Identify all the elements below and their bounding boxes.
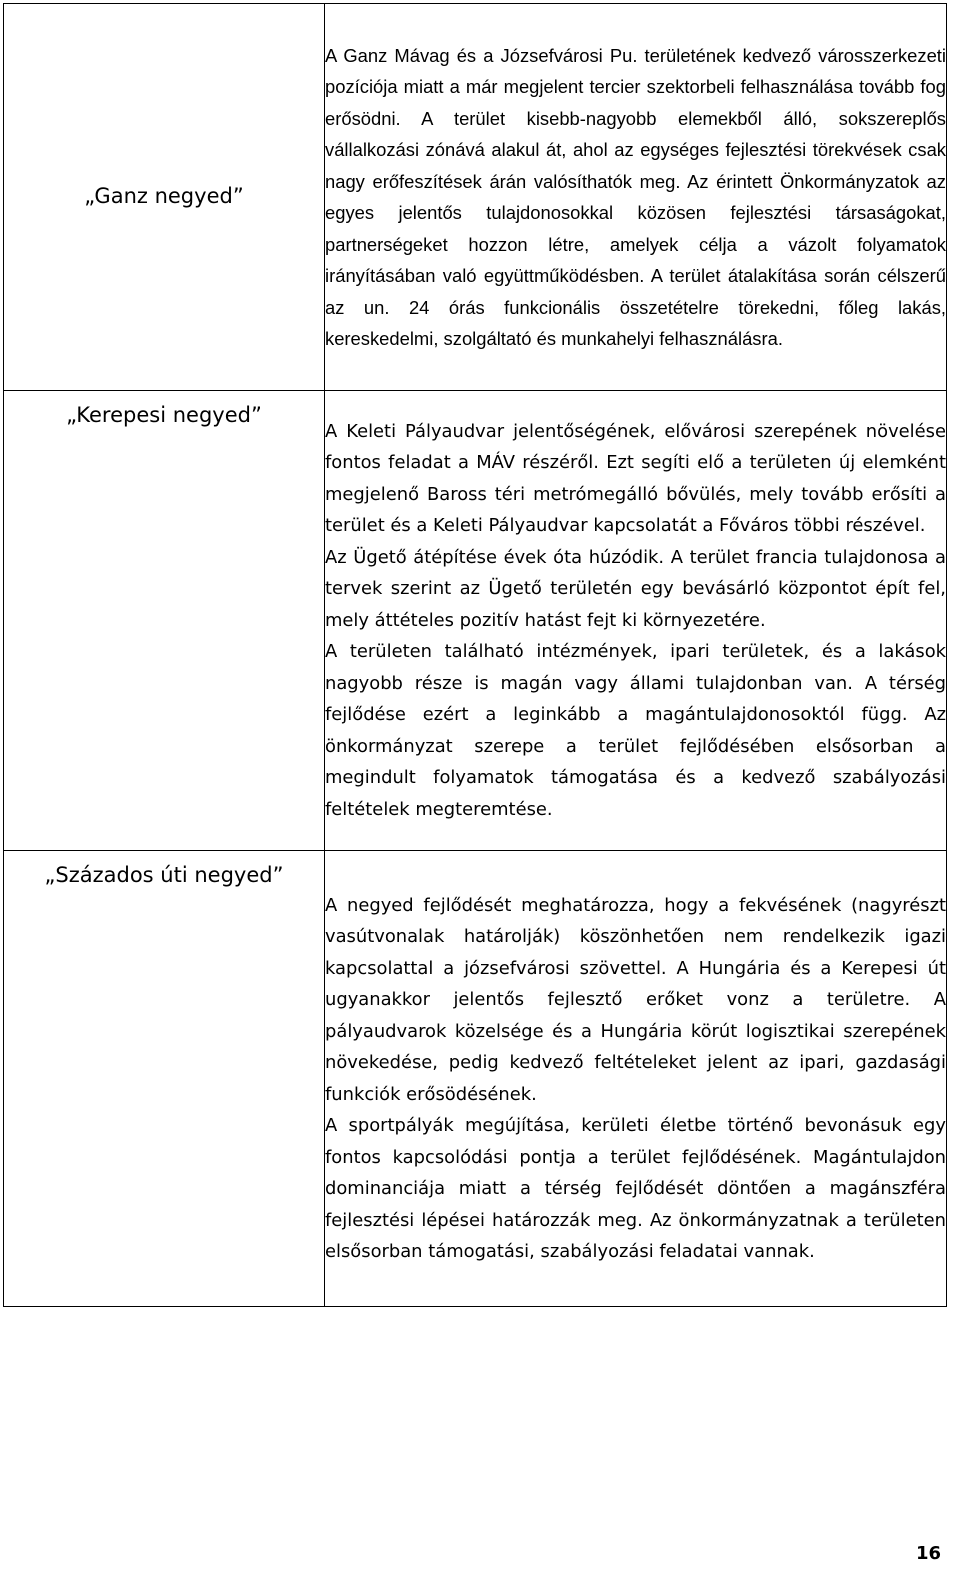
paragraph: A területen található intézmények, ipari területek, és a lakások nagyobb része is magán vagy állami tulajdonban van. A térség fejlődése ezért a leginkább a magántulajdonosoktól függ. Az önkormányzat szerepe a terület fejlődésében elsősorban a megindult folyamatok támogatása és a kedvező szabályozási feltételek megteremtése.	[325, 641, 946, 820]
district-label-kerepesi: „Kerepesi negyed”	[4, 391, 325, 851]
paragraph: A Ganz Mávag és a Józsefvárosi Pu. területének kedvező városszerkezeti pozíciója miatt a már megjelent tercier szektorbeli felhasználása tovább fog erősödni. A terület kisebb-nagyobb elemekből álló, sokszereplős vállalkozási zónává alakul át, ahol az egységes fejlesztési törekvések csak nagy erőfeszítések árán valósíthatók meg. Az érintett Önkormányzatok az egyes jelentős tulajdonosokkal közösen fejlesztési társaságokat, partnerségeket hozzon létre, amelyek célja a vázolt folyamatok irányításában való együttműködésben. A terület átalakítása során célszerű az un. 24 órás funkcionális összetételre törekedni, főleg lakás, kereskedelmi, szolgáltató és munkahelyi felhasználásra.	[325, 44, 946, 349]
table-row	[4, 4, 947, 391]
district-description-szazados	[325, 851, 947, 1307]
paragraph: A sportpályák megújítása, kerületi életbe történő bevonásuk egy fontos kapcsolódási pontja a terület fejlődésének. Magántulajdon dominanciája miatt a térség fejlődését döntően a magánszféra fejlesztési lépései határozzák meg. Az önkormányzatnak a területen elsősorban támogatási, szabályozási feladatai vannak.	[325, 1115, 946, 1262]
district-description-ganz	[325, 4, 947, 391]
district-description-kerepesi	[325, 391, 947, 851]
paragraph: A Keleti Pályaudvar jelentőségének, elővárosi szerepének növelése fontos feladat a MÁV részéről. Ezt segíti elő a területen új elemként megjelenő Baross téri metrómegálló bővülés, mely tovább erősíti a terület és a Keleti Pályaudvar kapcsolatát a Főváros többi részével.	[325, 420, 946, 537]
district-label-ganz: „Ganz negyed”	[4, 4, 325, 391]
table-row	[4, 851, 947, 1307]
paragraph: Az Ügető átépítése évek óta húzódik. A terület francia tulajdonosa a tervek szerint az Ügető területén egy bevásárló központot épít fel, mely áttételes pozitív hatást fejt ki környezetére.	[325, 546, 946, 631]
page-number: 16	[915, 1543, 941, 1564]
document-page	[3, 3, 947, 1306]
table-row	[4, 391, 947, 851]
paragraph: A negyed fejlődését meghatározza, hogy a fekvésének (nagyrészt vasútvonalak határolják) köszönhetően nem rendelkezik igazi kapcsolattal a józsefvárosi szövettel. A Hungária és a Kerepesi út ugyanakkor jelentős fejlesztő erőket vonz a területre. A pályaudvarok közelsége és a Hungária körút logisztikai szerepének növekedése, pedig kedvező feltételeket jelent az ipari, gazdasági funkciók erősödésének.	[325, 894, 946, 1105]
district-label-szazados: „Százados úti negyed”	[4, 851, 325, 1307]
district-table	[3, 3, 947, 1307]
